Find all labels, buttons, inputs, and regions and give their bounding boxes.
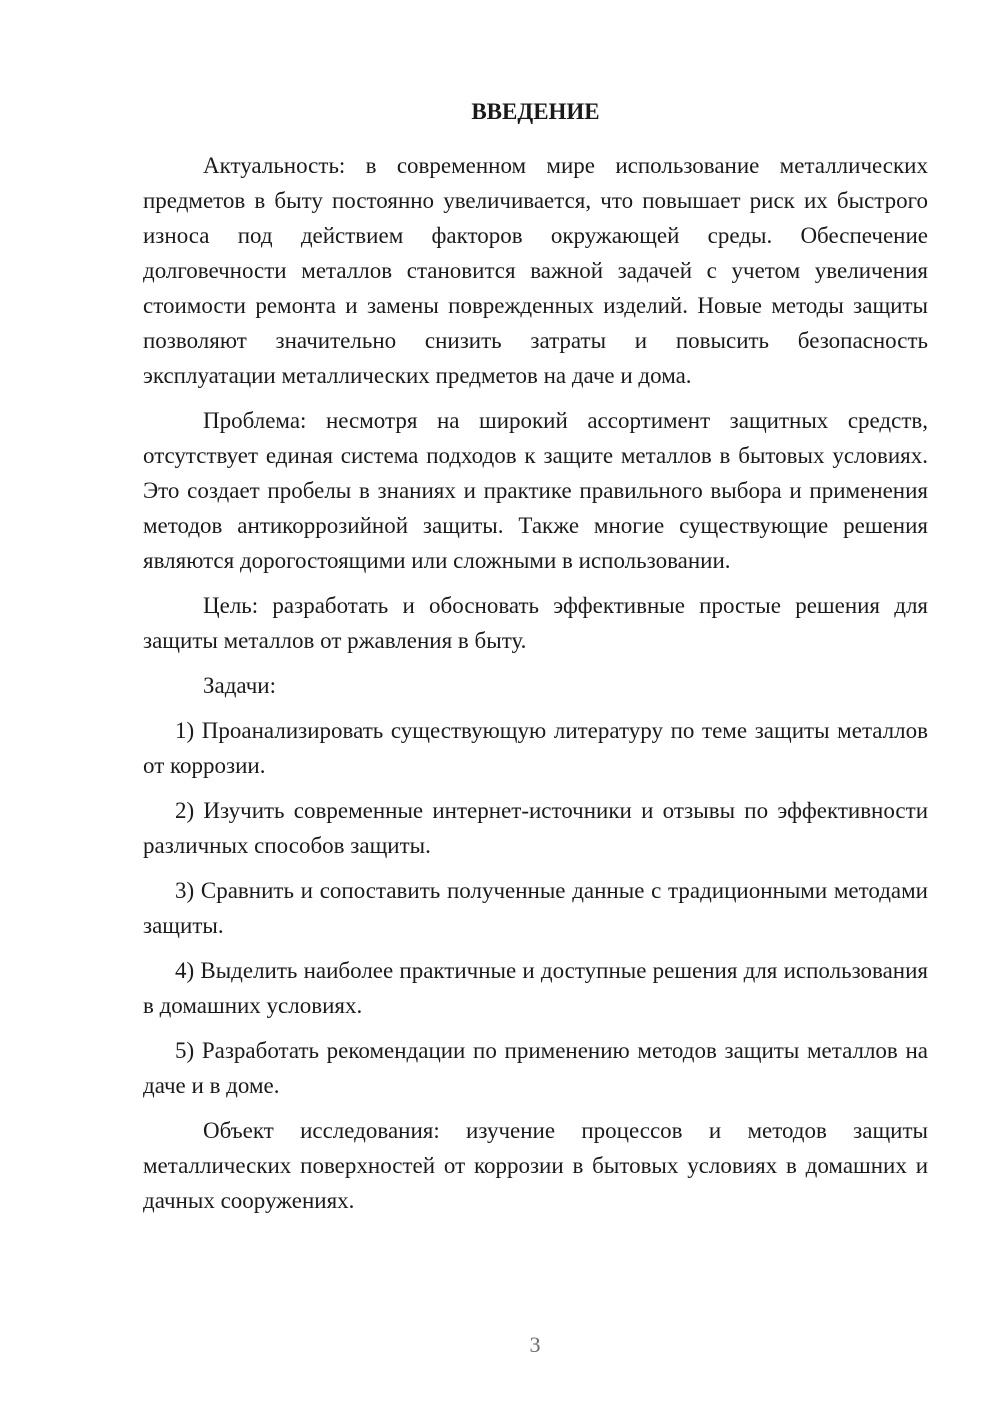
task-item-1: 1) Проанализировать существующую литературу по теме защиты металлов от коррозии. xyxy=(143,718,928,778)
section-heading: ВВЕДЕНИЕ xyxy=(471,99,600,124)
task-item-3: 3) Сравнить и сопоставить полученные данные с традиционными методами защиты. xyxy=(143,878,928,938)
task-item-4: 4) Выделить наиболее практичные и доступные решения для использования в домашних условиях. xyxy=(143,958,928,1018)
goal-paragraph: Цель: разработать и обосновать эффективные простые решения для защиты металлов от ржавления в быту. xyxy=(143,593,928,653)
tasks-label: Задачи: xyxy=(203,673,276,698)
object-paragraph: Объект исследования: изучение процессов и методов защиты металлических поверхностей от коррозии в бытовых условиях в домашних и дачных сооружениях. xyxy=(143,1118,928,1213)
page-number: 3 xyxy=(529,1332,541,1357)
relevance-paragraph: Актуальность: в современном мире использование металлических предметов в быту постоянно увеличивается, что повышает риск их быстрого износа под действием факторов окружающей среды. Обеспечение долговечности металлов становится важной задачей с учетом увеличения стоимости ремонта и замены поврежденных изделий. Новые методы защиты позволяют значительно снизить затраты и повысить безопасность эксплуатации металлических предметов на даче и дома. xyxy=(143,153,928,388)
page-content xyxy=(143,94,928,1228)
task-item-5: 5) Разработать рекомендации по применению методов защиты металлов на даче и в доме. xyxy=(143,1038,928,1098)
task-item-2: 2) Изучить современные интернет-источники и отзывы по эффективности различных способов защиты. xyxy=(143,798,928,858)
problem-paragraph: Проблема: несмотря на широкий ассортимент защитных средств, отсутствует единая система подходов к защите металлов в бытовых условиях. Это создает пробелы в знаниях и практике правильного выбора и применения методов антикоррозийной защиты. Также многие существующие решения являются дорогостоящими или сложными в использовании. xyxy=(143,408,928,573)
